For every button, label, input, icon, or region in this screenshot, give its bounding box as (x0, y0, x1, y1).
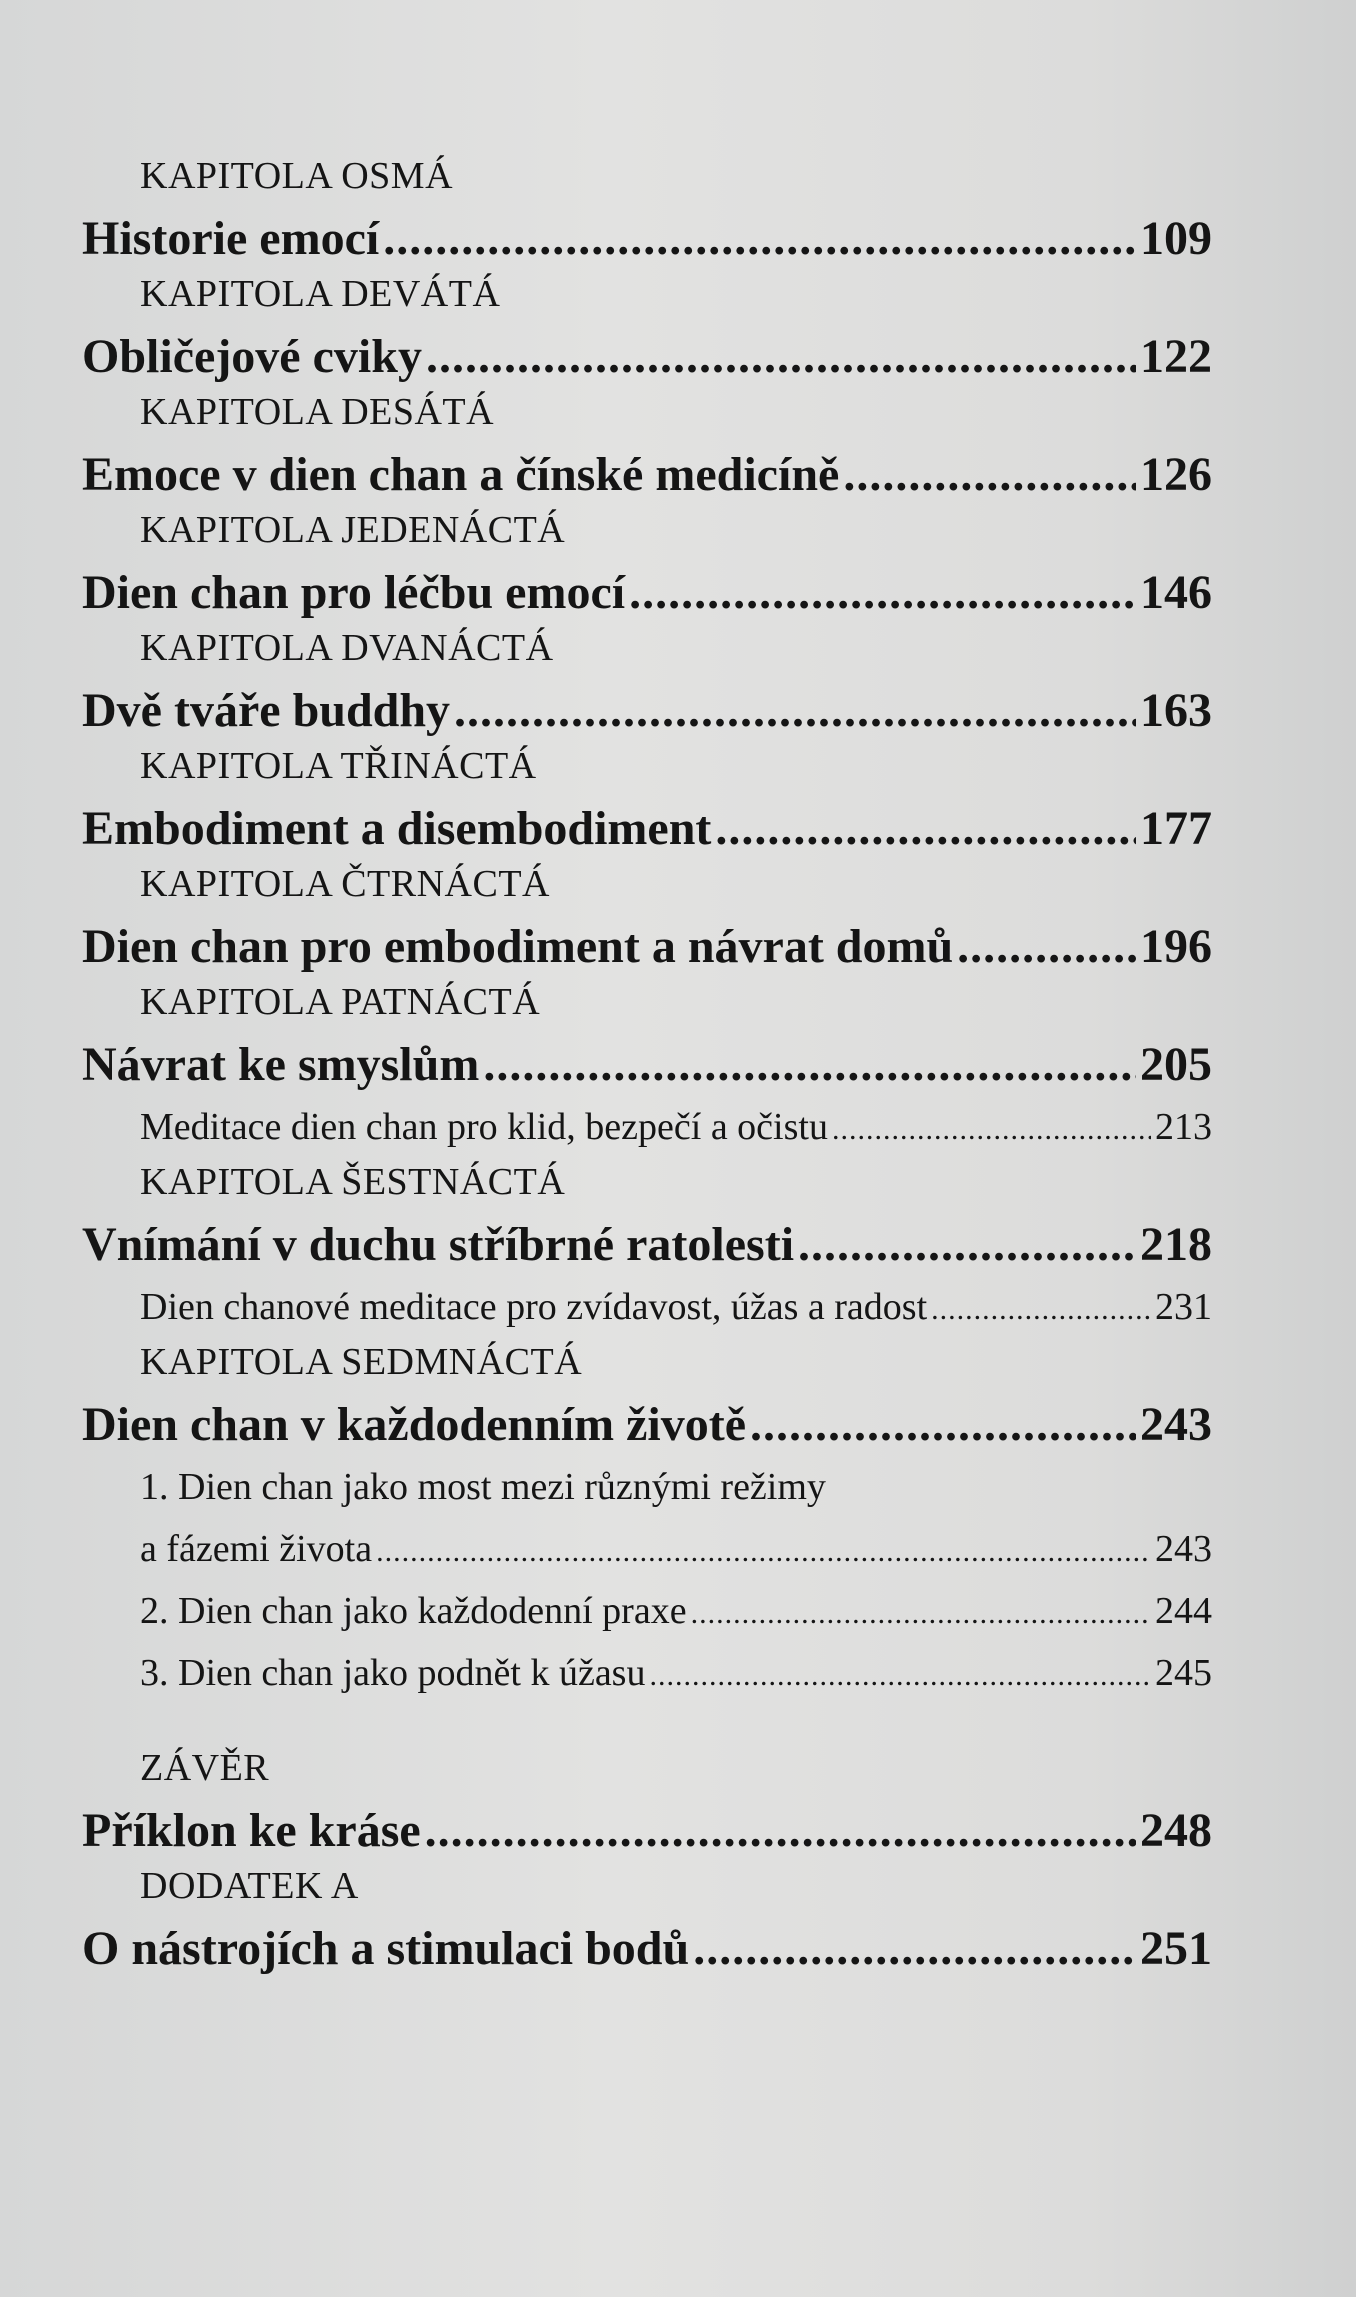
subsection-row (140, 1276, 1212, 1338)
page-number: 218 (1140, 1218, 1212, 1271)
section-title-row (82, 1800, 1212, 1862)
leader-dots (832, 1099, 1151, 1161)
chapter-title: Dien chan v každodenním životě (82, 1398, 747, 1451)
chapter-title-row (82, 1034, 1212, 1096)
chapter-label: KAPITOLA DEVÁTÁ (140, 273, 501, 315)
chapter-title-row (82, 798, 1212, 860)
chapter-label: KAPITOLA OSMÁ (140, 155, 454, 197)
toc-entry (82, 624, 1212, 742)
subsection-title-line1: 1. Dien chan jako most mezi různými režimy (140, 1466, 826, 1508)
toc-entry (82, 152, 1212, 270)
subsection-title: 2. Dien chan jako každodenní praxe (140, 1590, 687, 1632)
subsection-title: 3. Dien chan jako podnět k úžasu (140, 1652, 646, 1694)
chapter-label: KAPITOLA DESÁTÁ (140, 391, 495, 433)
chapter-label: KAPITOLA JEDENÁCTÁ (140, 509, 566, 551)
leader-dots (629, 562, 1136, 624)
chapter-label: KAPITOLA ČTRNÁCTÁ (140, 863, 550, 905)
section-label: DODATEK A (140, 1865, 359, 1907)
leader-dots (750, 1394, 1136, 1456)
page-number: 251 (1140, 1922, 1212, 1975)
chapter-label: KAPITOLA TŘINÁCTÁ (140, 745, 537, 787)
page-number: 244 (1155, 1590, 1212, 1632)
leader-dots (454, 680, 1136, 742)
chapter-title: Návrat ke smyslům (82, 1038, 480, 1091)
page-number: 163 (1140, 684, 1212, 737)
chapter-title: Historie emocí (82, 212, 380, 265)
leader-dots (376, 1521, 1151, 1583)
toc-entry (82, 270, 1212, 388)
chapter-title-row (82, 326, 1212, 388)
chapter-title-row (82, 444, 1212, 506)
page-number: 126 (1140, 448, 1212, 501)
leader-dots (843, 444, 1136, 506)
chapter-title: Obličejové cviky (82, 330, 422, 383)
page-number: 243 (1155, 1528, 1212, 1570)
chapter-title: Emoce v dien chan a čínské medicíně (82, 448, 840, 501)
subsection-row (140, 1096, 1212, 1158)
toc-entry (82, 742, 1212, 860)
leader-dots (957, 916, 1136, 978)
chapter-title-row (82, 916, 1212, 978)
toc-entry (82, 506, 1212, 624)
leader-dots (649, 1645, 1151, 1707)
chapter-title-row (82, 208, 1212, 270)
toc-entry (82, 1338, 1212, 1704)
leader-dots (426, 326, 1136, 388)
page-number: 177 (1140, 802, 1212, 855)
leader-dots (693, 1918, 1136, 1980)
toc-entry (82, 1158, 1212, 1338)
page-number: 146 (1140, 566, 1212, 619)
leader-dots (715, 798, 1136, 860)
table-of-contents (82, 152, 1212, 1980)
section-label: ZÁVĚR (140, 1747, 270, 1789)
subsection-row (140, 1518, 1212, 1580)
toc-entry (82, 388, 1212, 506)
leader-dots (798, 1214, 1136, 1276)
page-number: 243 (1140, 1398, 1212, 1451)
chapter-label: KAPITOLA PATNÁCTÁ (140, 981, 541, 1023)
chapter-title: Embodiment a disembodiment (82, 802, 712, 855)
subsection-title: Meditace dien chan pro klid, bezpečí a očistu (140, 1106, 828, 1148)
page-number: 196 (1140, 920, 1212, 973)
chapter-title: Dien chan pro léčbu emocí (82, 566, 626, 619)
page-number: 245 (1155, 1652, 1212, 1694)
chapter-title-row (82, 1214, 1212, 1276)
leader-dots (483, 1034, 1136, 1096)
section-title: Příklon ke kráse (82, 1804, 421, 1857)
subsection-title-line2: a fázemi života (140, 1528, 373, 1570)
toc-entry (82, 1862, 1212, 1980)
page-number: 231 (1155, 1286, 1212, 1328)
chapter-title: Dien chan pro embodiment a návrat domů (82, 920, 954, 973)
page-number: 205 (1140, 1038, 1212, 1091)
subsection-title: Dien chanové meditace pro zvídavost, úžas a radost (140, 1286, 928, 1328)
page-number: 248 (1140, 1804, 1212, 1857)
chapter-title-row (82, 562, 1212, 624)
leader-dots (383, 208, 1136, 270)
section-title: O nástrojích a stimulaci bodů (82, 1922, 690, 1975)
section-gap (82, 1704, 1212, 1744)
chapter-title-row (82, 680, 1212, 742)
subsection-row (140, 1580, 1212, 1642)
page-number: 213 (1155, 1106, 1212, 1148)
page-number: 122 (1140, 330, 1212, 383)
page-number: 109 (1140, 212, 1212, 265)
toc-entry (82, 1744, 1212, 1862)
chapter-title: Dvě tváře buddhy (82, 684, 451, 737)
toc-entry (82, 860, 1212, 978)
leader-dots (931, 1279, 1151, 1341)
chapter-label: KAPITOLA DVANÁCTÁ (140, 627, 554, 669)
toc-entry (82, 978, 1212, 1158)
leader-dots (425, 1800, 1136, 1862)
chapter-label: KAPITOLA ŠESTNÁCTÁ (140, 1161, 566, 1203)
chapter-label: KAPITOLA SEDMNÁCTÁ (140, 1341, 583, 1383)
subsection-row (140, 1642, 1212, 1704)
section-title-row (82, 1918, 1212, 1980)
chapter-title-row (82, 1394, 1212, 1456)
leader-dots (691, 1583, 1151, 1645)
chapter-title: Vnímání v duchu stříbrné ratolesti (82, 1218, 795, 1271)
